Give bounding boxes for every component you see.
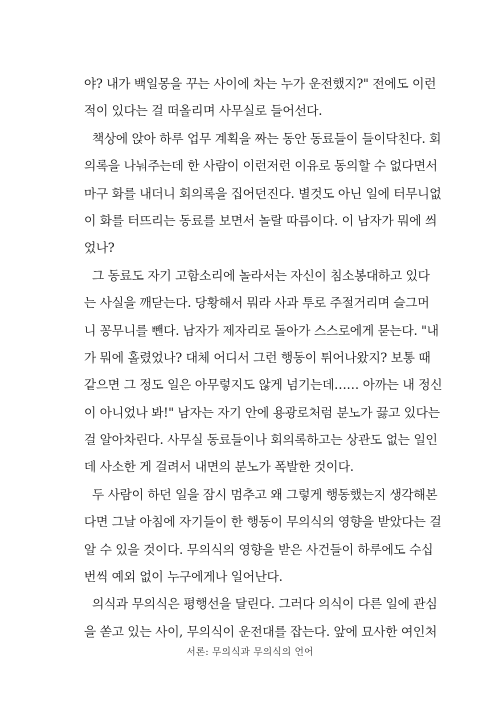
paragraph bbox=[84, 125, 442, 262]
text-line: 마구 화를 내더니 회의록을 집어던진다. 별것도 아닌 일에 터무니없 bbox=[84, 185, 442, 201]
text-line: 그 동료도 자기 고함소리에 놀라서는 자신이 침소봉대하고 있다 bbox=[92, 267, 430, 283]
text-line: 는 사실을 깨닫는다. 당황해서 뭐라 사과 투로 주절거리며 슬그머 bbox=[84, 295, 430, 311]
text-line: 적이 있다는 걸 떠올리며 사무실로 들어선다. bbox=[84, 103, 323, 119]
text-line: 다면 그날 아침에 자기들이 한 행동이 무의식의 영향을 받았다는 걸 bbox=[84, 514, 442, 530]
text-line: 책상에 앉아 하루 업무 계획을 짜는 동안 동료들이 들이닥친다. 회 bbox=[92, 130, 442, 146]
text-line: 야? 내가 백일몽을 꾸는 사이에 차는 누가 운전했지?" 전에도 이런 bbox=[84, 76, 437, 91]
text-line: 었나? bbox=[84, 240, 115, 256]
text-line: 이 화를 터뜨리는 동료를 보면서 놀랄 따름이다. 이 남자가 뭐에 씌 bbox=[84, 212, 437, 228]
text-line: 알 수 있을 것이다. 무의식의 영향을 받은 사건들이 하루에도 수십 bbox=[84, 541, 434, 557]
text-line: 걸 알아차린다. 사무실 동료들이나 회의록하고는 상관도 없는 일인 bbox=[84, 432, 438, 448]
page-footer-running-title: 서론: 무의식과 무의식의 언어 bbox=[186, 647, 314, 658]
body-text bbox=[84, 70, 443, 645]
paragraph bbox=[84, 590, 438, 645]
text-line: 의록을 나눠주는데 한 사람이 이런저런 이유로 동의할 수 없다면서 bbox=[84, 158, 438, 174]
paragraph bbox=[84, 262, 443, 481]
text-line: 니 꽁무니를 뺀다. 남자가 제자리로 돌아가 스스로에게 묻는다. "내 bbox=[84, 322, 439, 338]
text-line: 을 쏟고 있는 사이, 무의식이 운전대를 잡는다. 앞에 묘사한 여인처 bbox=[84, 623, 437, 639]
paragraph bbox=[84, 70, 437, 125]
text-line: 데 사소한 게 걸려서 내면의 분노가 폭발한 것이다. bbox=[84, 459, 354, 475]
text-line: 의식과 무의식은 평행선을 달린다. 그러다 의식이 다른 일에 관심 bbox=[92, 596, 438, 612]
text-line: 같으면 그 정도 일은 아무렇지도 않게 넘기는데…… 아까는 내 정신 bbox=[84, 377, 443, 393]
text-line: 이 아니었나 봐!" 남자는 자기 안에 용광로처럼 분노가 끓고 있다는 bbox=[84, 404, 440, 420]
paragraph bbox=[84, 481, 442, 591]
text-line: 두 사람이 하던 일을 잠시 멈추고 왜 그렇게 행동했는지 생각해본 bbox=[92, 486, 438, 502]
text-line: 가 뭐에 홀렸었나? 대체 어디서 그런 행동이 튀어나왔지? 보통 때 bbox=[84, 349, 431, 365]
text-line: 번씩 예외 없이 누구에게나 일어난다. bbox=[84, 569, 283, 585]
